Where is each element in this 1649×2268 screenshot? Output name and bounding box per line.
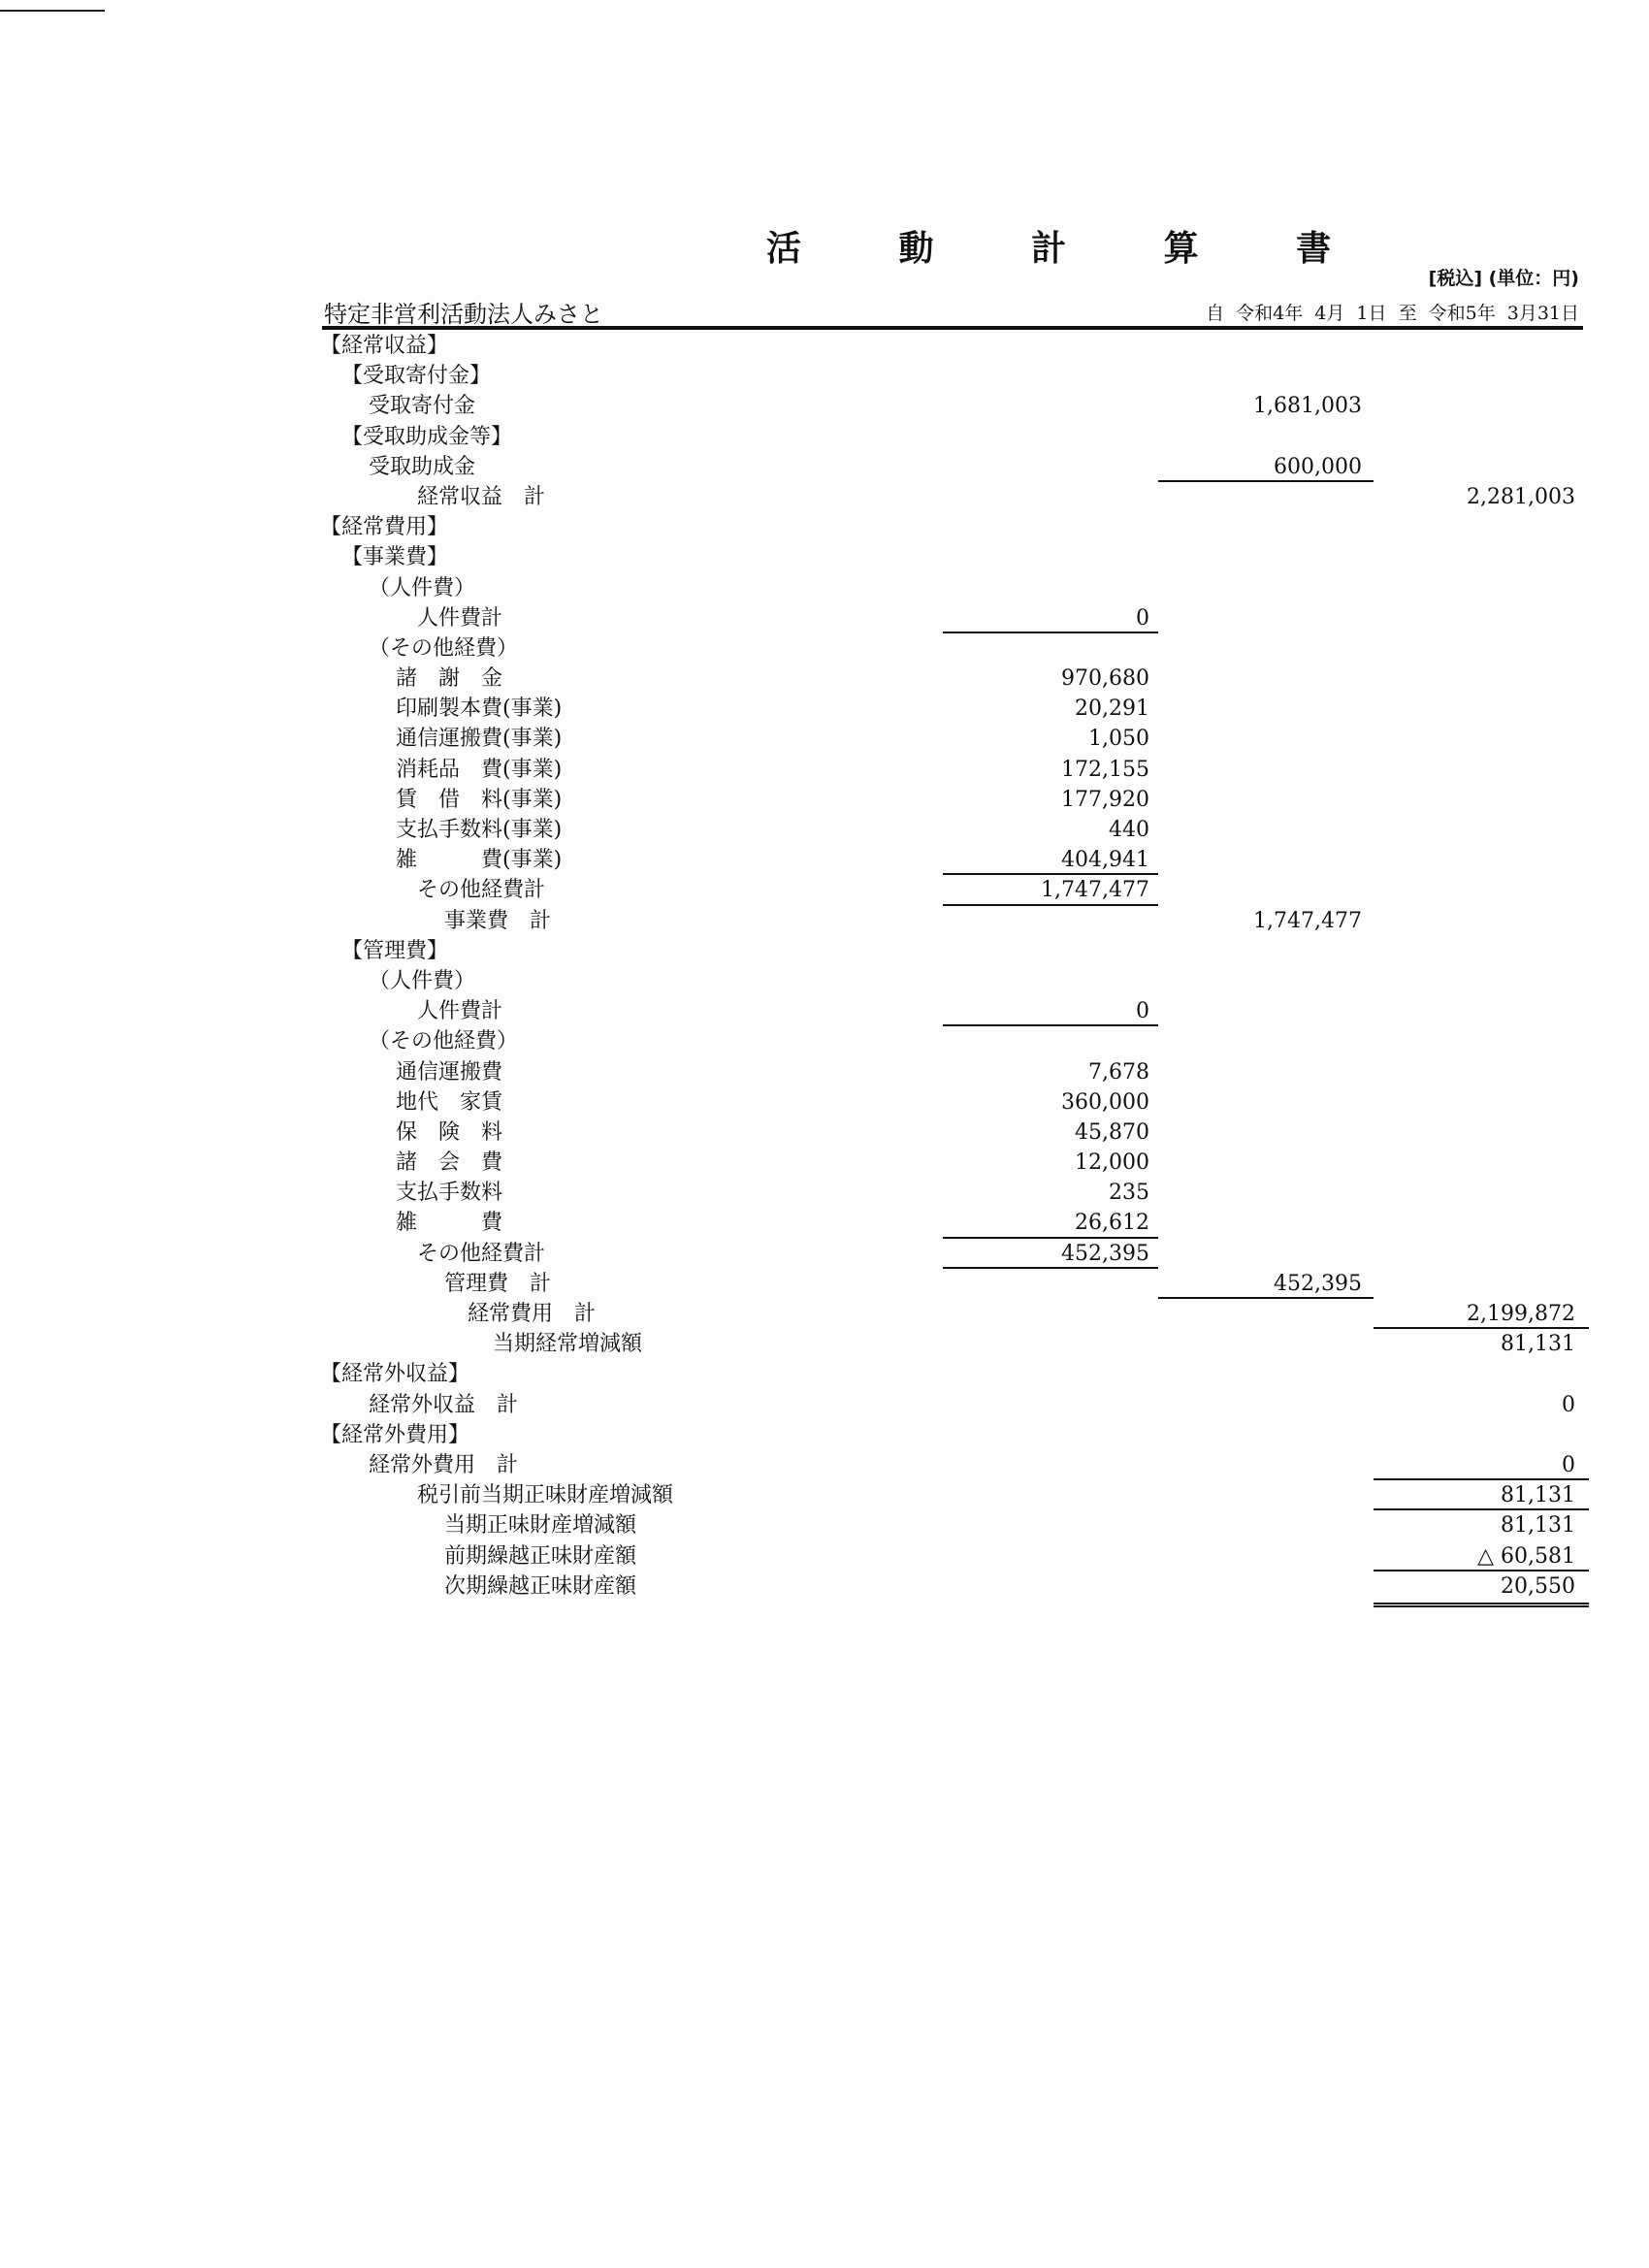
amount-c1: 0	[1136, 999, 1149, 1024]
row-label: 【事業費】	[341, 545, 449, 570]
row-label: （人件費）	[369, 575, 476, 600]
amount-c3: 20,550	[1501, 1573, 1575, 1599]
row-label: 【経常外費用】	[320, 1422, 470, 1447]
statement-row	[320, 875, 1586, 905]
amount-c1: 12,000	[1075, 1150, 1149, 1176]
row-label: 管理費 計	[444, 1271, 552, 1296]
amount-c1: 452,395	[1061, 1241, 1149, 1266]
statement-row	[320, 1026, 1586, 1056]
amount-c1: 970,680	[1061, 666, 1149, 692]
row-label: 【受取寄付金】	[341, 364, 492, 389]
amount-c3: 0	[1562, 1392, 1575, 1417]
row-label: 当期正味財産増減額	[444, 1513, 637, 1539]
statement-row	[320, 1420, 1586, 1450]
statement-row	[320, 1450, 1586, 1480]
row-label: 印刷製本費(事業)	[396, 697, 563, 722]
row-label: その他経費計	[417, 1241, 546, 1266]
amount-c1: 45,870	[1075, 1119, 1149, 1145]
row-label: 消耗品 費(事業)	[396, 757, 563, 782]
activity-statement-table	[320, 331, 1586, 1602]
amount-c1: 440	[1109, 818, 1149, 842]
statement-row	[320, 996, 1586, 1026]
double-underline-rule	[1374, 1603, 1589, 1607]
statement-row	[320, 785, 1586, 815]
row-label: 人件費計	[417, 605, 503, 631]
corner-mark	[0, 10, 105, 12]
statement-row	[320, 845, 1586, 875]
amount-c1: 20,291	[1075, 697, 1149, 722]
row-label: 【経常外収益】	[320, 1362, 470, 1387]
row-label: 賃 借 料(事業)	[396, 787, 563, 812]
statement-row	[320, 664, 1586, 694]
amount-c3: 0	[1562, 1452, 1575, 1477]
statement-row	[320, 936, 1586, 966]
row-label: 雑 費	[396, 1211, 503, 1236]
amount-c2: 1,747,477	[1253, 908, 1362, 933]
statement-row	[320, 966, 1586, 996]
statement-row	[320, 573, 1586, 603]
row-label: （その他経費）	[369, 1029, 519, 1054]
statement-row	[320, 1178, 1586, 1208]
row-label: 前期繰越正味財産額	[444, 1543, 637, 1569]
statement-row	[320, 1148, 1586, 1178]
amount-c1: 404,941	[1061, 848, 1149, 873]
statement-row	[320, 1087, 1586, 1118]
row-label: 人件費計	[417, 999, 503, 1024]
amount-c3: 81,131	[1501, 1513, 1575, 1539]
header-rule	[322, 326, 1583, 330]
statement-row	[320, 755, 1586, 785]
row-label: 諸 会 費	[396, 1150, 503, 1176]
statement-row	[320, 1510, 1586, 1540]
amount-c1: 26,612	[1075, 1211, 1149, 1236]
amount-c2: 452,395	[1274, 1271, 1362, 1296]
statement-row	[320, 1541, 1586, 1571]
organization-name: 特定非営利活動法人みさと	[324, 301, 603, 328]
statement-row	[320, 1299, 1586, 1329]
row-label: 雑 費(事業)	[396, 848, 563, 873]
amount-c3: △ 60,581	[1477, 1543, 1575, 1569]
amount-c3: 81,131	[1501, 1483, 1575, 1508]
statement-row	[320, 815, 1586, 845]
statement-row	[320, 1239, 1586, 1269]
amount-c1: 1,747,477	[1041, 878, 1149, 903]
amount-c1: 360,000	[1061, 1089, 1149, 1115]
period-to: 至 令和5年 3月31日	[1398, 303, 1579, 324]
statement-row	[320, 1390, 1586, 1420]
statement-row	[320, 391, 1586, 421]
row-label: 地代 家賃	[396, 1089, 503, 1115]
row-label: 税引前当期正味財産増減額	[417, 1483, 674, 1508]
row-label: 次期繰越正味財産額	[444, 1573, 637, 1599]
period-from: 自 令和4年 4月 1日	[1206, 303, 1387, 324]
statement-row	[320, 512, 1586, 542]
statement-row	[320, 1329, 1586, 1359]
row-label: （その他経費）	[369, 635, 519, 661]
row-label: 受取寄付金	[369, 394, 476, 419]
statement-row	[320, 1480, 1586, 1510]
amount-c1: 172,155	[1061, 757, 1149, 782]
statement-row	[320, 633, 1586, 664]
statement-row	[320, 331, 1586, 361]
amount-c2: 1,681,003	[1253, 394, 1362, 419]
row-label: 通信運搬費	[396, 1059, 503, 1085]
row-label: 通信運搬費(事業)	[396, 727, 563, 752]
statement-row	[320, 724, 1586, 754]
amount-c1: 0	[1136, 605, 1149, 631]
statement-row	[320, 1269, 1586, 1299]
row-label: 経常収益 計	[417, 484, 546, 509]
row-label: 当期経常増減額	[493, 1332, 643, 1357]
amount-c1: 1,050	[1088, 727, 1149, 752]
row-label: 【経常収益】	[320, 334, 449, 358]
row-label: 経常外費用 計	[369, 1452, 519, 1477]
fiscal-period	[1206, 299, 1579, 325]
document-title: 活 動 計 算 書	[766, 229, 1374, 269]
row-label: 【経常費用】	[320, 515, 449, 540]
amount-c1: 235	[1109, 1181, 1149, 1206]
row-label: 諸 謝 金	[396, 666, 503, 692]
statement-row	[320, 542, 1586, 572]
amount-c2: 600,000	[1274, 454, 1362, 479]
amount-c1: 7,678	[1088, 1059, 1149, 1085]
statement-row	[320, 422, 1586, 452]
statement-row	[320, 603, 1586, 633]
row-label: 支払手数料(事業)	[396, 818, 563, 842]
row-label: （人件費）	[369, 968, 476, 993]
amount-c1: 177,920	[1061, 787, 1149, 812]
statement-row	[320, 1571, 1586, 1602]
row-label: 保 険 料	[396, 1119, 503, 1145]
amount-c3: 81,131	[1501, 1332, 1575, 1357]
unit-note: [税込] (単位：円)	[1428, 268, 1579, 289]
row-label: 【管理費】	[341, 938, 449, 963]
statement-row	[320, 482, 1586, 512]
row-label: 受取助成金	[369, 454, 476, 479]
amount-c3: 2,199,872	[1467, 1302, 1575, 1326]
row-label: 【受取助成金等】	[341, 424, 513, 449]
statement-row	[320, 361, 1586, 391]
row-label: その他経費計	[417, 878, 546, 903]
statement-row	[320, 1057, 1586, 1087]
statement-row	[320, 694, 1586, 724]
amount-c3: 2,281,003	[1467, 484, 1575, 509]
statement-row	[320, 1118, 1586, 1148]
statement-row	[320, 1208, 1586, 1238]
row-label: 事業費 計	[444, 908, 552, 933]
statement-row	[320, 906, 1586, 936]
statement-row	[320, 1359, 1586, 1389]
row-label: 支払手数料	[396, 1181, 503, 1206]
row-label: 経常費用 計	[468, 1302, 597, 1326]
row-label: 経常外収益 計	[369, 1392, 519, 1417]
statement-row	[320, 452, 1586, 482]
